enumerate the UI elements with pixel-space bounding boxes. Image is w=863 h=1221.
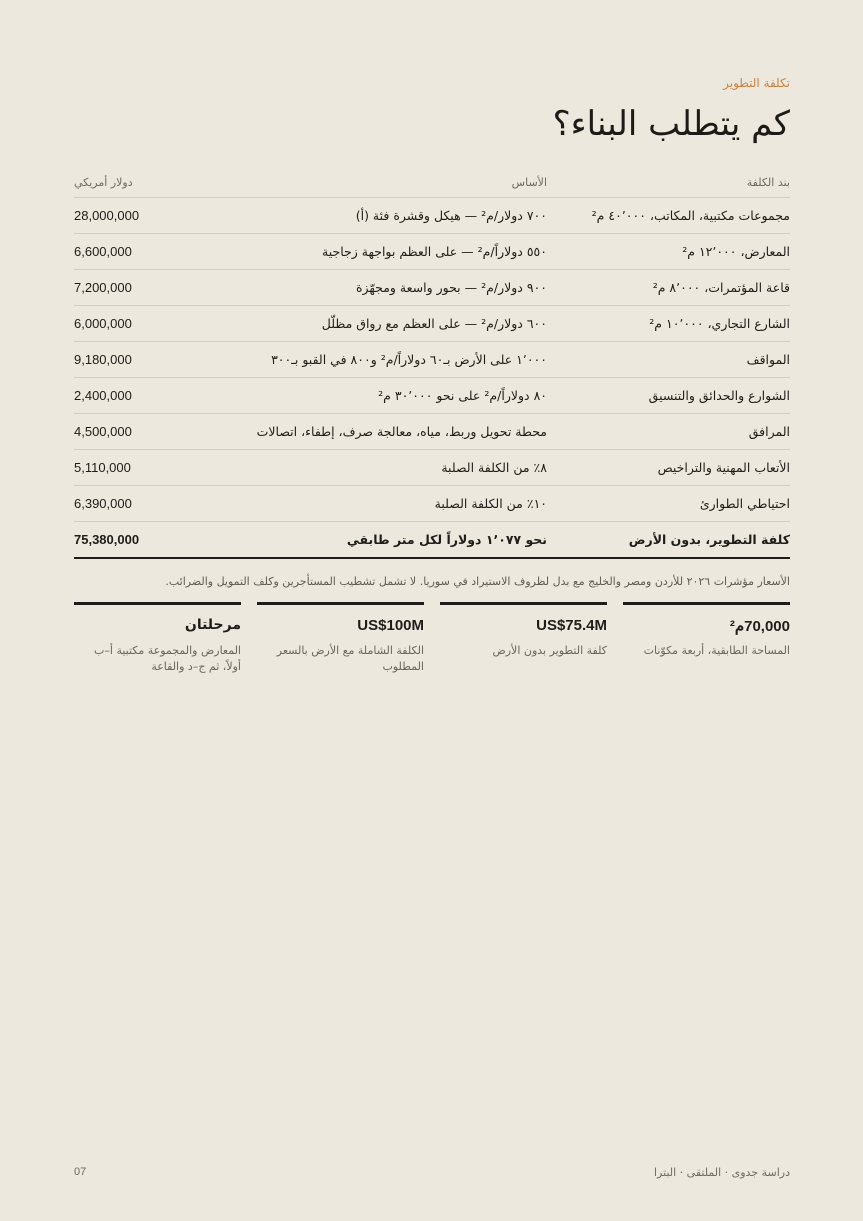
table-row: [74, 414, 790, 450]
page-number: 07: [74, 1166, 87, 1178]
cost-basis: ٨٠ دولاراً/م² على نحو ٣٠٬٠٠٠ م²: [378, 388, 547, 403]
cost-item: المواقف: [746, 352, 790, 367]
pricing-note: الأسعار مؤشرات ٢٠٢٦ للأردن ومصر والخليج مع بدل لظروف الاستيراد في سوريا. لا تشمل تشطيب المستأجرين وكلف التمويل والضرائب.: [165, 575, 790, 588]
column-header-item: بند الكلفة: [746, 176, 790, 189]
total-basis: نحو ١٬٠٧٧ دولاراً لكل متر طابقي: [346, 532, 547, 547]
table-row: [74, 306, 790, 342]
stat-total-cost: [257, 602, 424, 675]
page-title: كم يتطلب البناء؟: [552, 104, 790, 144]
cost-item: الأتعاب المهنية والتراخيص: [657, 460, 790, 475]
cost-basis: ١٠٪ من الكلفة الصلبة: [434, 496, 547, 511]
total-usd: 75,380,000: [74, 532, 140, 547]
stat-label: المعارض والمجموعة مكتبية أ–ب أولاً، ثم ج–د والقاعة: [94, 644, 241, 673]
table-row: [74, 198, 790, 234]
cost-basis: ١٬٠٠٠ على الأرض بـ٦٠ دولاراً/م² و٨٠٠ في القبو بـ٣٠٠: [271, 352, 547, 367]
cost-table: [74, 168, 790, 559]
cost-basis: ٥٥٠ دولاراً/م² — على العظم بواجهة زجاجية: [322, 244, 547, 259]
table-row: [74, 486, 790, 522]
cost-basis: ٦٠٠ دولار/م² — على العظم مع رواق مظلّل: [321, 316, 547, 331]
stat-floor-area: [623, 602, 790, 659]
page: [74, 0, 790, 1221]
stat-phases: [74, 602, 241, 675]
cost-basis: ٧٠٠ دولار/م² — هيكل وقشرة فئة (أ): [355, 208, 547, 223]
cost-item: احتياطي الطوارئ: [699, 496, 790, 511]
column-header-basis: الأساس: [511, 176, 547, 189]
total-item: كلفة التطوير، بدون الأرض: [628, 532, 790, 547]
cost-usd: 6,000,000: [74, 316, 132, 331]
stat-value: US$75.4M: [536, 617, 607, 634]
running-title: دراسة جدوى · الملتقى · البترا: [654, 1166, 790, 1179]
cost-usd: 5,110,000: [74, 460, 131, 475]
cost-item: المرافق: [748, 424, 790, 439]
stat-value: 70,000م²: [729, 618, 790, 635]
cost-usd: 6,600,000: [74, 244, 132, 259]
stat-label: الكلفة الشاملة مع الأرض بالسعر المطلوب: [276, 644, 424, 673]
stat-value: US$100M: [357, 617, 424, 634]
cost-item: الشوارع والحدائق والتنسيق: [648, 388, 790, 403]
stat-development-cost: [440, 602, 607, 659]
cost-usd: 4,500,000: [74, 424, 132, 439]
table-row: [74, 378, 790, 414]
cost-item: مجموعات مكتبية، المكاتب، ٤٠٬٠٠٠ م²: [591, 208, 790, 223]
section-eyebrow: تكلفة التطوير: [723, 76, 790, 90]
table-total-row: [74, 522, 790, 559]
cost-usd: 6,390,000: [74, 496, 132, 511]
stat-value: مرحلتان: [184, 617, 241, 633]
table-row: [74, 270, 790, 306]
table-header: [74, 168, 790, 198]
stats-strip: [74, 602, 790, 682]
cost-usd: 2,400,000: [74, 388, 132, 403]
cost-basis: ٨٪ من الكلفة الصلبة: [441, 460, 547, 475]
table-row: [74, 450, 790, 486]
cost-usd: 9,180,000: [74, 352, 132, 367]
stat-label: كلفة التطوير بدون الأرض: [492, 644, 607, 657]
cost-usd: 7,200,000: [74, 280, 132, 295]
table-row: [74, 342, 790, 378]
column-header-usd: دولار أمريكي: [74, 176, 133, 189]
table-row: [74, 234, 790, 270]
stat-label: المساحة الطابقية، أربعة مكوّنات: [643, 644, 790, 657]
cost-item: المعارض، ١٢٬٠٠٠ م²: [682, 244, 790, 259]
cost-basis: محطة تحويل وربط، مياه، معالجة صرف، إطفاء، اتصالات: [256, 424, 547, 439]
cost-usd: 28,000,000: [74, 208, 140, 223]
cost-item: قاعة المؤتمرات، ٨٬٠٠٠ م²: [652, 280, 790, 295]
cost-item: الشارع التجاري، ١٠٬٠٠٠ م²: [649, 316, 790, 331]
cost-basis: ٩٠٠ دولار/م² — بحور واسعة ومجهّزة: [355, 280, 547, 295]
